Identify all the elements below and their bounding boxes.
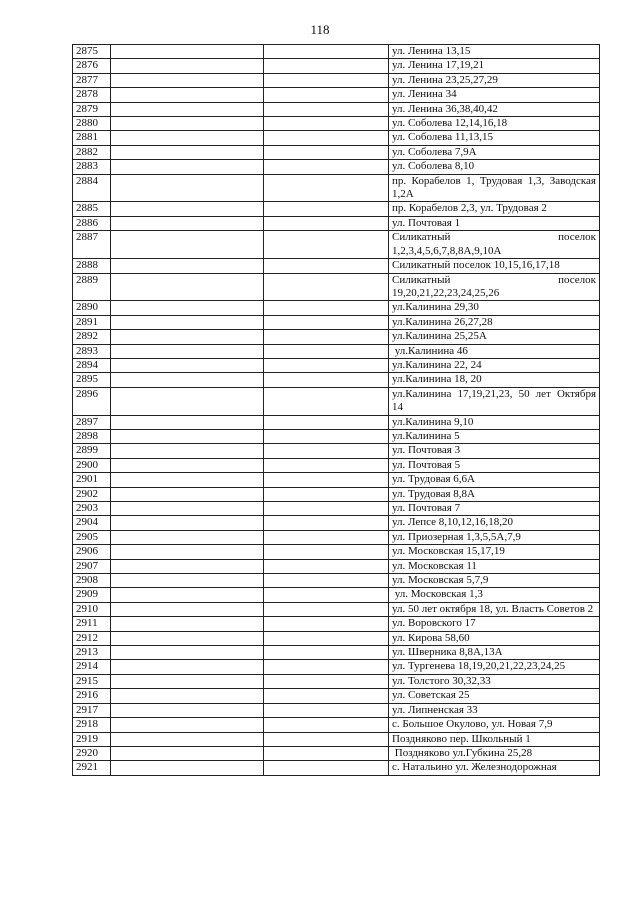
address-cell: пр. Корабелов 1, Трудовая 1,3, Заводская 1,2А [389, 174, 600, 202]
empty-cell [264, 358, 389, 372]
empty-cell [111, 358, 264, 372]
row-number-cell: 2878 [73, 88, 111, 102]
address-cell: ул. Ленина 13,15 [389, 45, 600, 59]
empty-cell [264, 330, 389, 344]
address-cell: с. Большое Окулово, ул. Новая 7,9 [389, 718, 600, 732]
row-number-cell: 2912 [73, 631, 111, 645]
empty-cell [264, 160, 389, 174]
empty-cell [111, 429, 264, 443]
empty-cell [111, 45, 264, 59]
row-number-cell: 2911 [73, 617, 111, 631]
table-row [73, 473, 600, 487]
empty-cell [264, 732, 389, 746]
empty-cell [264, 59, 389, 73]
empty-cell [111, 145, 264, 159]
row-number-cell: 2909 [73, 588, 111, 602]
row-number-cell: 2894 [73, 358, 111, 372]
empty-cell [111, 574, 264, 588]
address-cell: ул.Калинина 22, 24 [389, 358, 600, 372]
empty-cell [111, 502, 264, 516]
table-row [73, 444, 600, 458]
row-number-cell: 2916 [73, 689, 111, 703]
empty-cell [264, 703, 389, 717]
empty-cell [111, 746, 264, 760]
empty-cell [264, 88, 389, 102]
empty-cell [264, 45, 389, 59]
empty-cell [264, 231, 389, 259]
address-cell: ул. Почтовая 7 [389, 502, 600, 516]
empty-cell [264, 761, 389, 775]
address-cell: ул. Соболева 7,9А [389, 145, 600, 159]
empty-cell [264, 344, 389, 358]
row-number-cell: 2908 [73, 574, 111, 588]
table-row [73, 674, 600, 688]
empty-cell [264, 415, 389, 429]
empty-cell [264, 216, 389, 230]
address-cell: ул. Почтовая 5 [389, 458, 600, 472]
empty-cell [111, 117, 264, 131]
empty-cell [264, 131, 389, 145]
table-row [73, 746, 600, 760]
address-cell: с. Натальино ул. Железнодорожная [389, 761, 600, 775]
empty-cell [264, 602, 389, 616]
table-row [73, 689, 600, 703]
empty-cell [111, 315, 264, 329]
row-number-cell: 2902 [73, 487, 111, 501]
empty-cell [264, 473, 389, 487]
empty-cell [111, 174, 264, 202]
address-cell: пр. Корабелов 2,3, ул. Трудовая 2 [389, 202, 600, 216]
row-number-cell: 2917 [73, 703, 111, 717]
empty-cell [264, 145, 389, 159]
address-cell: ул. Шверника 8,8А,13А [389, 646, 600, 660]
empty-cell [111, 259, 264, 273]
table-row [73, 516, 600, 530]
table-row [73, 315, 600, 329]
table-row [73, 102, 600, 116]
empty-cell [111, 689, 264, 703]
row-number-cell: 2881 [73, 131, 111, 145]
row-number-cell: 2892 [73, 330, 111, 344]
row-number-cell: 2875 [73, 45, 111, 59]
empty-cell [111, 458, 264, 472]
table-row [73, 231, 600, 259]
row-number-cell: 2891 [73, 315, 111, 329]
empty-cell [111, 559, 264, 573]
row-number-cell: 2884 [73, 174, 111, 202]
empty-cell [111, 160, 264, 174]
empty-cell [264, 174, 389, 202]
address-cell: ул. Московская 15,17,19 [389, 545, 600, 559]
empty-cell [111, 216, 264, 230]
empty-cell [264, 259, 389, 273]
address-cell: ул.Калинина 17,19,21,23, 50 лет Октября 14 [389, 387, 600, 415]
table-row [73, 559, 600, 573]
table-row [73, 373, 600, 387]
table-row [73, 588, 600, 602]
row-number-cell: 2886 [73, 216, 111, 230]
table-row [73, 487, 600, 501]
empty-cell [264, 574, 389, 588]
row-number-cell: 2921 [73, 761, 111, 775]
table-row [73, 387, 600, 415]
empty-cell [264, 73, 389, 87]
address-cell: ул.Калинина 26,27,28 [389, 315, 600, 329]
address-cell: ул.Калинина 46 [389, 344, 600, 358]
empty-cell [111, 415, 264, 429]
row-number-cell: 2895 [73, 373, 111, 387]
row-number-cell: 2885 [73, 202, 111, 216]
row-number-cell: 2913 [73, 646, 111, 660]
table-row [73, 646, 600, 660]
empty-cell [111, 545, 264, 559]
address-cell: Поздняково ул.Губкина 25,28 [389, 746, 600, 760]
empty-cell [264, 746, 389, 760]
row-number-cell: 2903 [73, 502, 111, 516]
empty-cell [111, 131, 264, 145]
empty-cell [111, 273, 264, 301]
empty-cell [264, 487, 389, 501]
empty-cell [264, 117, 389, 131]
empty-cell [111, 102, 264, 116]
table-row [73, 660, 600, 674]
row-number-cell: 2910 [73, 602, 111, 616]
table-row [73, 732, 600, 746]
empty-cell [111, 59, 264, 73]
address-cell: ул. Московская 5,7,9 [389, 574, 600, 588]
row-number-cell: 2918 [73, 718, 111, 732]
empty-cell [264, 202, 389, 216]
empty-cell [111, 516, 264, 530]
empty-cell [264, 617, 389, 631]
table-row [73, 761, 600, 775]
address-cell: ул.Калинина 29,30 [389, 301, 600, 315]
empty-cell [111, 646, 264, 660]
address-table-body [73, 45, 600, 776]
empty-cell [264, 458, 389, 472]
row-number-cell: 2898 [73, 429, 111, 443]
empty-cell [264, 373, 389, 387]
table-row [73, 174, 600, 202]
empty-cell [111, 202, 264, 216]
table-row [73, 703, 600, 717]
address-cell: ул. Почтовая 3 [389, 444, 600, 458]
row-number-cell: 2914 [73, 660, 111, 674]
table-row [73, 45, 600, 59]
table-row [73, 59, 600, 73]
address-cell: ул. Московская 1,3 [389, 588, 600, 602]
address-cell: Силикатный поселок 1,2,3,4,5,6,7,8,8А,9,10А [389, 231, 600, 259]
empty-cell [111, 631, 264, 645]
address-cell: ул.Калинина 25,25А [389, 330, 600, 344]
table-row [73, 301, 600, 315]
table-row [73, 259, 600, 273]
row-number-cell: 2896 [73, 387, 111, 415]
empty-cell [264, 588, 389, 602]
row-number-cell: 2889 [73, 273, 111, 301]
address-cell: ул. 50 лет октября 18, ул. Власть Советов 2 [389, 602, 600, 616]
address-cell: ул. Толстого 30,32,33 [389, 674, 600, 688]
row-number-cell: 2907 [73, 559, 111, 573]
address-cell: ул. Ленина 23,25,27,29 [389, 73, 600, 87]
empty-cell [264, 689, 389, 703]
row-number-cell: 2906 [73, 545, 111, 559]
empty-cell [111, 602, 264, 616]
table-row [73, 415, 600, 429]
empty-cell [111, 330, 264, 344]
table-row [73, 160, 600, 174]
row-number-cell: 2880 [73, 117, 111, 131]
address-cell: ул. Липненская 33 [389, 703, 600, 717]
table-row [73, 458, 600, 472]
address-cell: ул. Советская 25 [389, 689, 600, 703]
table-row [73, 202, 600, 216]
table-row [73, 429, 600, 443]
row-number-cell: 2897 [73, 415, 111, 429]
table-row [73, 617, 600, 631]
address-cell: ул. Соболева 8,10 [389, 160, 600, 174]
empty-cell [111, 387, 264, 415]
address-cell: ул. Московская 11 [389, 559, 600, 573]
table-row [73, 358, 600, 372]
row-number-cell: 2887 [73, 231, 111, 259]
row-number-cell: 2877 [73, 73, 111, 87]
empty-cell [111, 718, 264, 732]
empty-cell [111, 231, 264, 259]
empty-cell [111, 617, 264, 631]
empty-cell [264, 718, 389, 732]
empty-cell [111, 73, 264, 87]
empty-cell [111, 344, 264, 358]
empty-cell [111, 703, 264, 717]
table-row [73, 718, 600, 732]
row-number-cell: 2900 [73, 458, 111, 472]
empty-cell [264, 559, 389, 573]
address-cell: Силикатный поселок 19,20,21,22,23,24,25,26 [389, 273, 600, 301]
row-number-cell: 2879 [73, 102, 111, 116]
row-number-cell: 2893 [73, 344, 111, 358]
empty-cell [264, 660, 389, 674]
empty-cell [264, 631, 389, 645]
table-row [73, 502, 600, 516]
address-cell: ул.Калинина 5 [389, 429, 600, 443]
table-row [73, 330, 600, 344]
empty-cell [264, 273, 389, 301]
address-cell: ул.Калинина 18, 20 [389, 373, 600, 387]
address-cell: ул. Трудовая 6,6А [389, 473, 600, 487]
row-number-cell: 2883 [73, 160, 111, 174]
address-cell: ул. Ленина 34 [389, 88, 600, 102]
address-cell: ул. Ленина 17,19,21 [389, 59, 600, 73]
empty-cell [111, 473, 264, 487]
table-row [73, 631, 600, 645]
row-number-cell: 2919 [73, 732, 111, 746]
table-row [73, 574, 600, 588]
address-cell: ул. Ленина 36,38,40,42 [389, 102, 600, 116]
table-row [73, 602, 600, 616]
empty-cell [264, 429, 389, 443]
empty-cell [111, 660, 264, 674]
empty-cell [264, 545, 389, 559]
table-row [73, 145, 600, 159]
empty-cell [264, 530, 389, 544]
empty-cell [264, 315, 389, 329]
empty-cell [264, 646, 389, 660]
address-cell: ул. Трудовая 8,8А [389, 487, 600, 501]
row-number-cell: 2876 [73, 59, 111, 73]
empty-cell [111, 301, 264, 315]
address-cell: Поздняково пер. Школьный 1 [389, 732, 600, 746]
empty-cell [264, 301, 389, 315]
empty-cell [111, 761, 264, 775]
address-cell: Силикатный поселок 10,15,16,17,18 [389, 259, 600, 273]
table-row [73, 216, 600, 230]
address-cell: ул. Почтовая 1 [389, 216, 600, 230]
empty-cell [111, 487, 264, 501]
table-row [73, 273, 600, 301]
empty-cell [111, 674, 264, 688]
empty-cell [111, 530, 264, 544]
table-row [73, 344, 600, 358]
row-number-cell: 2882 [73, 145, 111, 159]
address-cell: ул. Соболева 11,13,15 [389, 131, 600, 145]
address-cell: ул. Кирова 58,60 [389, 631, 600, 645]
address-cell: ул. Лепсе 8,10,12,16,18,20 [389, 516, 600, 530]
row-number-cell: 2905 [73, 530, 111, 544]
empty-cell [111, 732, 264, 746]
table-row [73, 117, 600, 131]
row-number-cell: 2904 [73, 516, 111, 530]
address-cell: ул.Калинина 9,10 [389, 415, 600, 429]
empty-cell [264, 516, 389, 530]
row-number-cell: 2888 [73, 259, 111, 273]
empty-cell [264, 444, 389, 458]
empty-cell [264, 502, 389, 516]
row-number-cell: 2890 [73, 301, 111, 315]
empty-cell [111, 373, 264, 387]
empty-cell [111, 588, 264, 602]
row-number-cell: 2901 [73, 473, 111, 487]
table-row [73, 73, 600, 87]
address-table [72, 44, 600, 776]
table-row [73, 131, 600, 145]
address-cell: ул. Тургенева 18,19,20,21,22,23,24,25 [389, 660, 600, 674]
table-row [73, 88, 600, 102]
address-cell: ул. Соболева 12,14,16,18 [389, 117, 600, 131]
row-number-cell: 2915 [73, 674, 111, 688]
empty-cell [264, 674, 389, 688]
address-cell: ул. Воровского 17 [389, 617, 600, 631]
row-number-cell: 2920 [73, 746, 111, 760]
table-row [73, 545, 600, 559]
address-cell: ул. Приозерная 1,3,5,5А,7,9 [389, 530, 600, 544]
empty-cell [264, 387, 389, 415]
empty-cell [264, 102, 389, 116]
page-number: 118 [310, 22, 330, 37]
table-row [73, 530, 600, 544]
empty-cell [111, 88, 264, 102]
row-number-cell: 2899 [73, 444, 111, 458]
empty-cell [111, 444, 264, 458]
